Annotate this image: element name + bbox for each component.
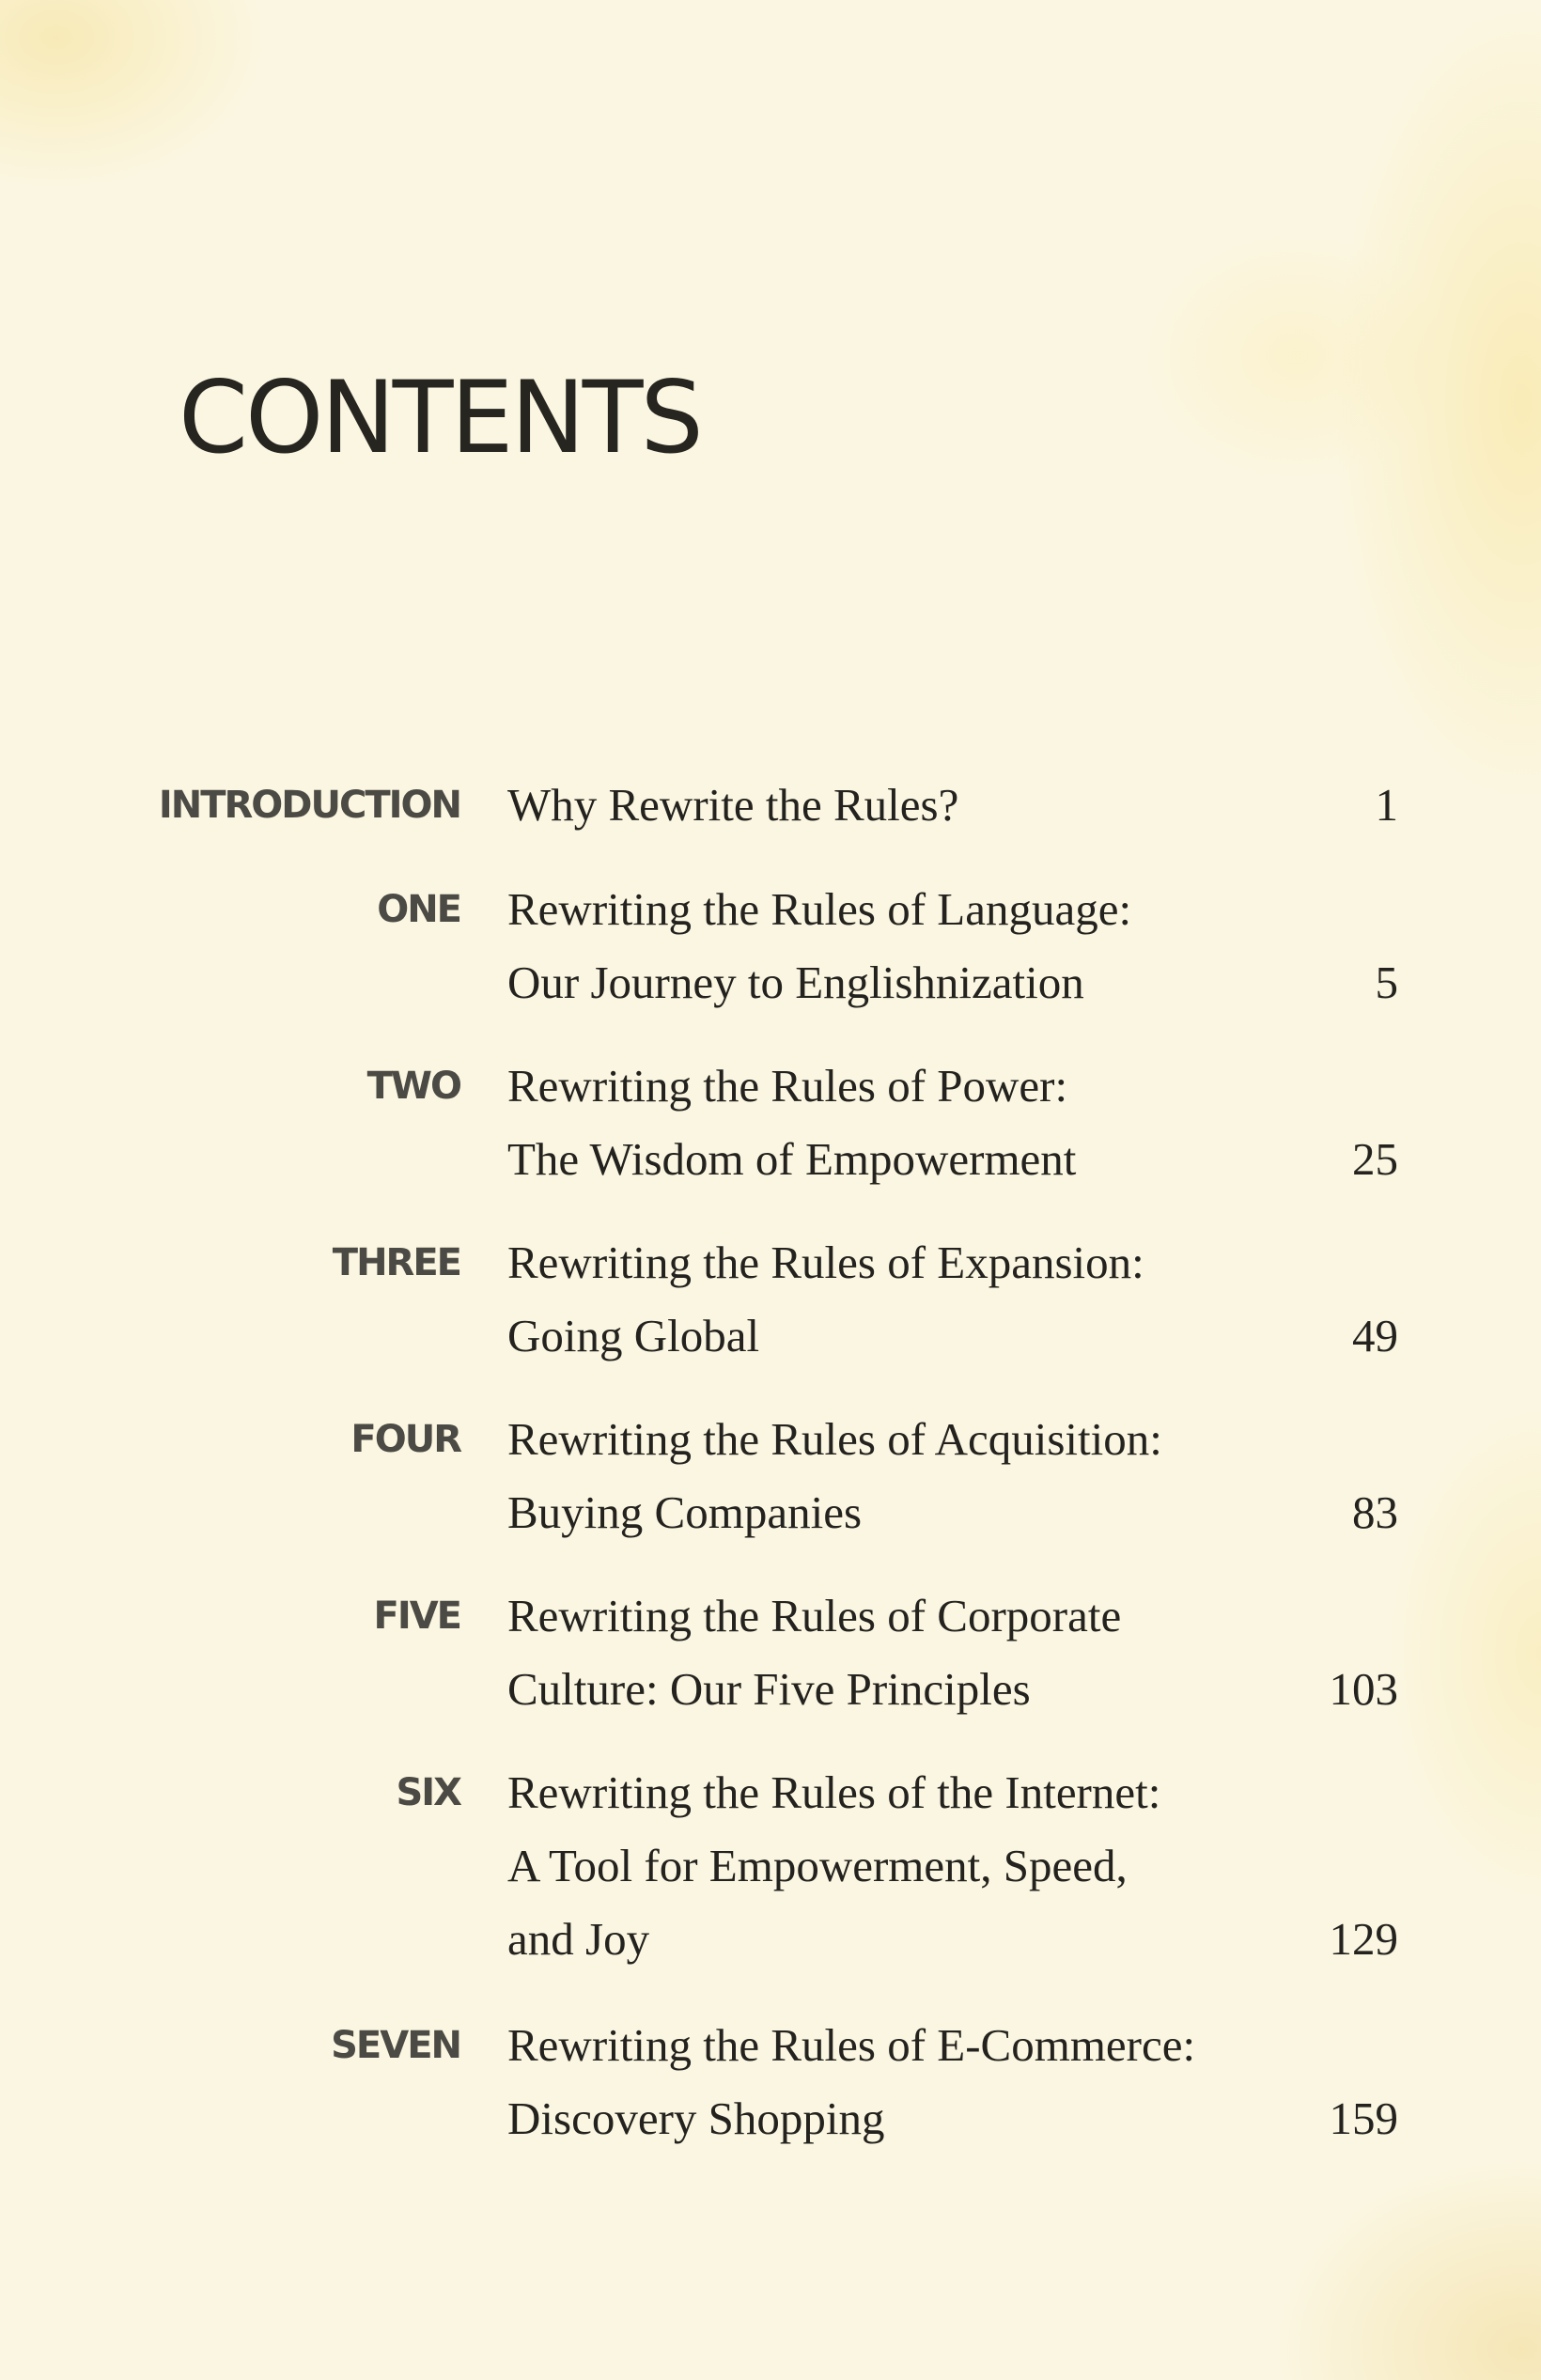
page-number: 25 xyxy=(1352,1133,1398,1185)
chapter-title xyxy=(507,873,1353,1019)
chapter-title-line: and Joy xyxy=(507,1913,650,1965)
page-number: 103 xyxy=(1329,1663,1398,1715)
chapter-title-line: Rewriting the Rules of Expansion: xyxy=(507,1237,1144,1288)
chapter-label: THREE xyxy=(332,1241,460,1284)
chapter-title-line: Why Rewrite the Rules? xyxy=(507,779,959,831)
chapter-title-line: Buying Companies xyxy=(507,1486,863,1538)
chapter-title-line: Rewriting the Rules of E-Commerce: xyxy=(507,2019,1196,2071)
chapter-label: SIX xyxy=(396,1771,460,1814)
page-number: 1 xyxy=(1375,779,1398,831)
chapter-title xyxy=(507,1050,1353,1196)
chapter-title xyxy=(507,769,1353,842)
chapter-title xyxy=(507,1756,1353,1976)
chapter-title-line: Culture: Our Five Principles xyxy=(507,1663,1031,1715)
chapter-title-line: A Tool for Empowerment, Speed, xyxy=(507,1840,1128,1891)
chapter-label: FOUR xyxy=(350,1418,460,1461)
page-number: 159 xyxy=(1329,2092,1398,2144)
chapter-label: TWO xyxy=(366,1065,460,1108)
chapter-title xyxy=(507,2009,1353,2155)
chapter-title-line: Going Global xyxy=(507,1310,760,1361)
chapter-label: FIVE xyxy=(373,1594,460,1638)
chapter-title-line: Rewriting the Rules of Language: xyxy=(507,883,1132,935)
chapter-title-line: Rewriting the Rules of Corporate xyxy=(507,1590,1122,1641)
chapter-title xyxy=(507,1226,1353,1373)
page-number: 5 xyxy=(1375,957,1398,1008)
chapter-title-line: Rewriting the Rules of Power: xyxy=(507,1060,1068,1112)
page-number: 129 xyxy=(1329,1913,1398,1965)
chapter-label: ONE xyxy=(377,888,460,931)
chapter-title-line: The Wisdom of Empowerment xyxy=(507,1133,1077,1185)
chapter-title-line: Rewriting the Rules of the Internet: xyxy=(507,1766,1161,1818)
chapter-label: INTRODUCTION xyxy=(158,784,460,827)
chapter-title xyxy=(507,1403,1353,1549)
page-number: 49 xyxy=(1352,1310,1398,1361)
contents-heading: CONTENTS xyxy=(179,360,701,475)
chapter-title-line: Rewriting the Rules of Acquisition: xyxy=(507,1413,1162,1465)
chapter-title-line: Our Journey to Englishnization xyxy=(507,957,1084,1008)
chapter-title xyxy=(507,1579,1353,1726)
chapter-title-line: Discovery Shopping xyxy=(507,2092,885,2144)
page-number: 83 xyxy=(1352,1486,1398,1538)
chapter-label: SEVEN xyxy=(331,2024,460,2067)
